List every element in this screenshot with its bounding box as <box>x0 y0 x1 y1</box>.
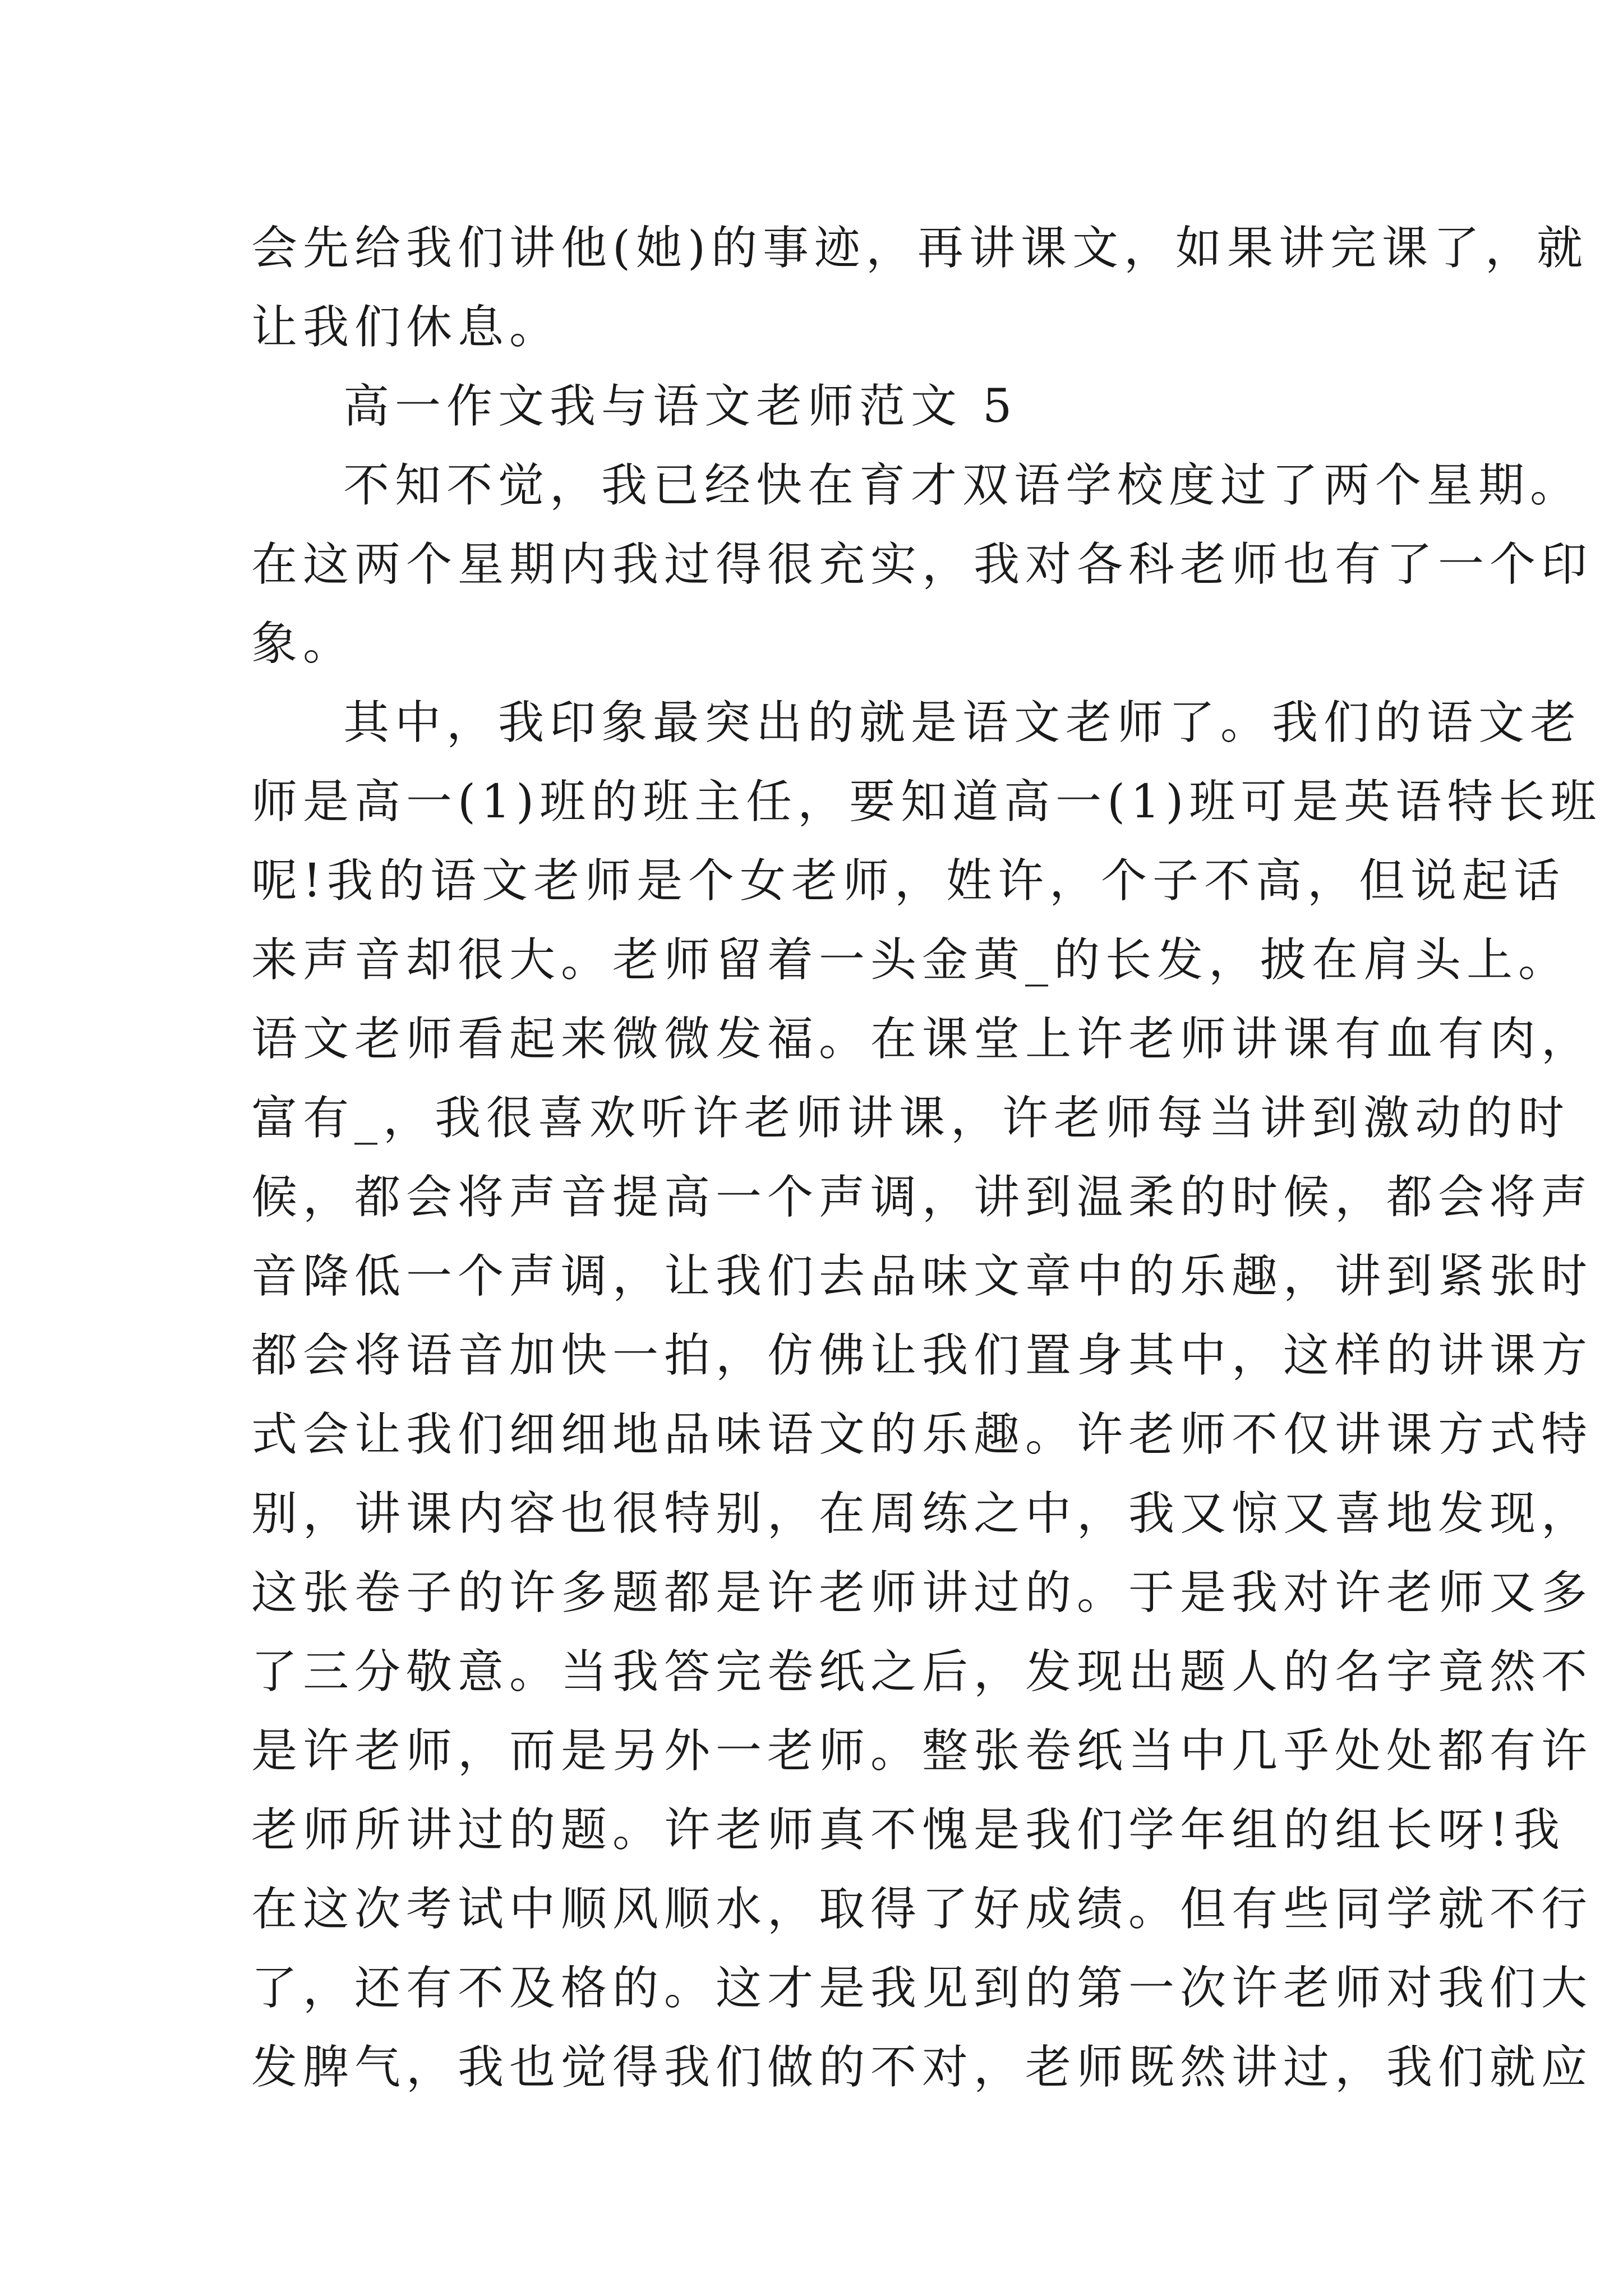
paragraph-start-line: 高一作文我与语文老师范文 5 <box>343 380 1018 433</box>
text-line: 呢!我的语文老师是个女老师，姓许，个子不高，但说起话 <box>251 854 1565 908</box>
text-line: 了，还有不及格的。这才是我见到的第一次许老师对我们大 <box>251 1962 1593 2015</box>
text-line: 别，讲课内容也很特别，在周练之中，我又惊又喜地发现， <box>251 1487 1593 1540</box>
text-line: 是许老师，而是另外一老师。整张卷纸当中几乎处处都有许 <box>251 1724 1593 1778</box>
text-line: 候，都会将声音提高一个声调，讲到温柔的时候，都会将声 <box>251 1171 1593 1224</box>
text-line: 在这次考试中顺风顺水，取得了好成绩。但有些同学就不行 <box>251 1883 1593 1936</box>
text-line: 这张卷子的许多题都是许老师讲过的。于是我对许老师又多 <box>251 1566 1593 1619</box>
text-line: 发脾气，我也觉得我们做的不对，老师既然讲过，我们就应 <box>251 2041 1593 2094</box>
text-line: 都会将语音加快一拍，仿佛让我们置身其中，这样的讲课方 <box>251 1329 1593 1382</box>
text-line: 让我们休息。 <box>251 301 561 354</box>
text-line: 在这两个星期内我过得很充实，我对各科老师也有了一个印 <box>251 538 1593 591</box>
text-line: 式会让我们细细地品味语文的乐趣。许老师不仅讲课方式特 <box>251 1408 1593 1461</box>
document-body <box>251 209 1602 2107</box>
paragraph-start-line: 不知不觉，我已经快在育才双语学校度过了两个星期。 <box>343 459 1582 512</box>
text-line: 了三分敬意。当我答完卷纸之后，发现出题人的名字竟然不 <box>251 1645 1593 1699</box>
text-line: 音降低一个声调，让我们去品味文章中的乐趣，讲到紧张时 <box>251 1250 1593 1303</box>
paragraph-start-line: 其中，我印象最突出的就是语文老师了。我们的语文老 <box>343 696 1582 749</box>
text-line: 老师所讲过的题。许老师真不愧是我们学年组的组长呀!我 <box>251 1803 1565 1857</box>
text-line: 来声音却很大。老师留着一头金黄_的长发，披在肩头上。 <box>251 933 1570 987</box>
text-line: 象。 <box>251 617 355 670</box>
text-line: 富有_，我很喜欢听许老师讲课，许老师每当讲到激动的时 <box>251 1092 1570 1145</box>
text-line: 师是高一(1)班的班主任，要知道高一(1)班可是英语特长班 <box>251 775 1602 829</box>
text-line: 语文老师看起来微微发福。在课堂上许老师讲课有血有肉， <box>251 1013 1593 1066</box>
text-line: 会先给我们讲他(她)的事迹，再讲课文，如果讲完课了，就 <box>251 222 1588 275</box>
